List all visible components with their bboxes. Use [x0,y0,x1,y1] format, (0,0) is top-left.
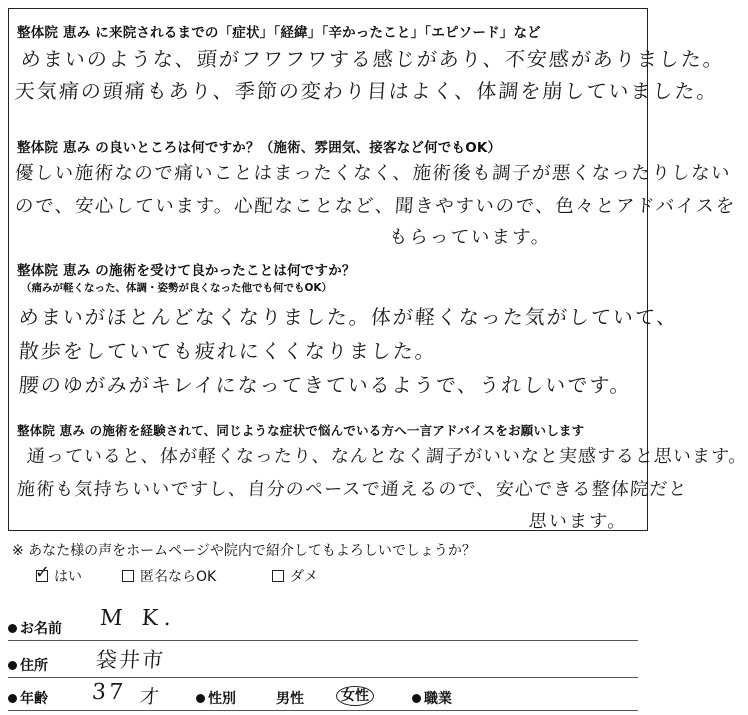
gender-option-female[interactable] [336,686,374,706]
answer-3-line-2: 散歩をしていても疲れにくくなりました。 [18,339,438,363]
clinic-name: 整体院 恵み [17,25,91,41]
check-icon: ✓ [35,562,51,583]
gender-option-male[interactable]: 男性 [276,691,304,707]
bullet-icon [8,624,17,633]
checkbox-yes[interactable] [35,562,51,583]
gender-label: 性別 [208,691,236,707]
consent-question: ※ あなた様の声をホームページや院内で紹介してもよろしいでしょうか？ [12,543,476,559]
answer-1-line-2: 天気痛の頭痛もあり、季節の変わり目はよく、体調を崩していました。 [14,79,720,103]
question-4-prompt: の施術を経験されて、同じような症状で悩んでいる方へ一言アドバイスをお願いします [85,423,585,438]
address-value[interactable]: 袋井市 [95,648,166,672]
answer-2-line-1: 優しい施術なので痛いことはまったくなく、施術後も調子が悪くなったりしない [14,163,732,184]
question-2 [17,136,501,156]
bullet-icon [412,694,421,703]
checkbox-no[interactable] [272,570,284,582]
gender-label-wrap [196,688,236,708]
age-value[interactable]: 37 [91,680,127,705]
question-3-subtext: （痛みが軽くなった、体調・姿勢が良くなった他でも何でもOK） [21,282,333,294]
bullet-icon [8,694,17,703]
answer-4-line-2: 施術も気持ちいいですし、自分のペースで通えるので、安心できる整体院だと [16,479,689,500]
name-value[interactable]: M K. [99,606,178,631]
question-1-prompt: に来院されるまでの「症状」「経緯」「辛かったこと」「エピソード」など [90,25,541,41]
name-underline [8,640,638,641]
consent-option-yes[interactable] [35,562,82,586]
gender-female-circled: 女性 [336,686,374,706]
address-label: 住所 [20,658,48,674]
clinic-name: 整体院 恵み [17,140,91,156]
consent-option-anonymous-label: 匿名ならOK [140,569,217,585]
address-label-wrap [8,655,48,675]
job-label: 職業 [424,691,452,707]
clinic-name: 整体院 恵み [17,263,91,279]
answer-4-line-3: 思います。 [528,511,629,532]
age-label-wrap [8,688,48,708]
bullet-icon [196,694,205,703]
consent-option-anonymous[interactable] [122,566,216,586]
name-label-wrap [8,618,62,638]
question-2-prompt: の良いところは何ですか？（施術、雰囲気、接客など何でもOK） [90,140,502,156]
question-1 [17,21,541,41]
answer-1-line-1: めまいのような、頭がフワフワする感じがあり、不安感がありました。 [20,47,726,71]
consent-option-no[interactable] [272,566,318,586]
clinic-name: 整体院 恵み [17,423,86,438]
answer-3-line-1: めまいがほとんどなくなりました。体が軽くなった気がしていて、 [18,305,680,329]
consent-option-no-label: ダメ [290,569,318,585]
age-row-underline [8,710,638,711]
address-underline [8,677,638,678]
answer-3-line-3: 腰のゆがみがキレイになってきているようで、うれしいです。 [18,373,633,397]
name-label: お名前 [20,621,62,637]
consent-option-yes-label: はい [54,569,82,585]
age-label: 年齢 [20,691,48,707]
bullet-icon [8,661,17,670]
job-label-wrap [412,688,452,708]
question-3 [17,259,356,279]
answer-2-line-3: もらっています。 [388,227,553,248]
question-3-prompt: の施術を受けて良かったことは何ですか？ [90,263,356,279]
question-4 [17,421,584,439]
survey-box [8,8,748,532]
checkbox-anonymous[interactable] [122,570,134,582]
answer-4-line-1: 通っていると、体が軽くなったり、なんとなく調子がいいなと実感すると思います。 [26,446,748,467]
answer-2-line-2: ので、安心しています。心配なことなど、聞きやすいので、色々とアドバイスを [14,196,737,217]
age-unit: 才 [139,686,162,708]
